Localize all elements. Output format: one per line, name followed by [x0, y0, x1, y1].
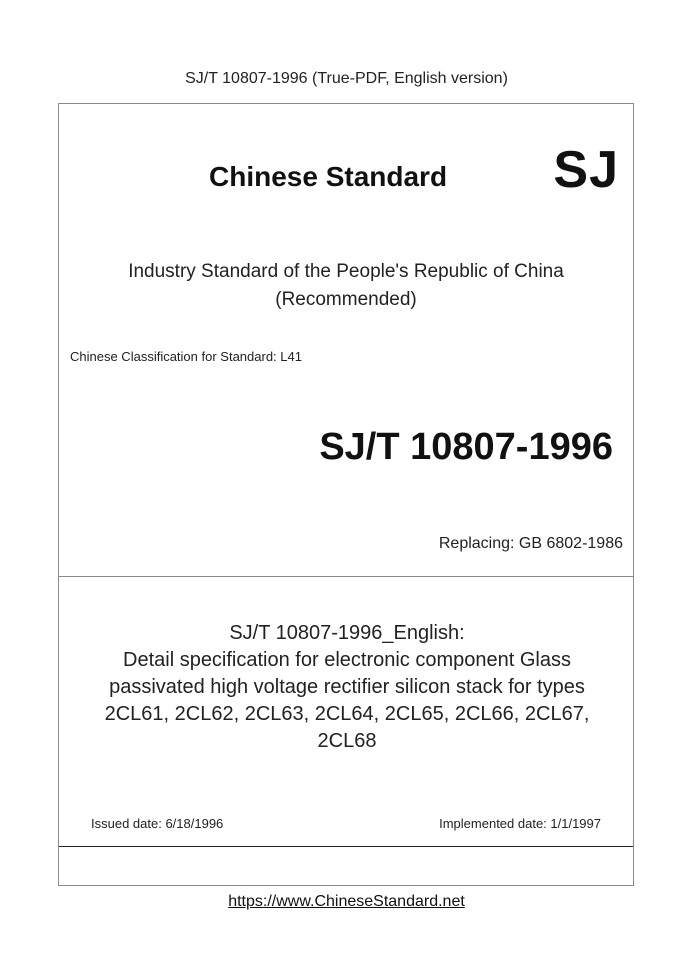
description-line: passivated high voltage rectifier silicon stack for types	[109, 676, 585, 698]
description-line: 2CL61, 2CL62, 2CL63, 2CL64, 2CL65, 2CL66, 2CL67,	[104, 703, 590, 725]
issued-date: Issued date: 6/18/1996	[91, 816, 224, 831]
standard-code: SJ/T 10807-1996	[319, 426, 613, 468]
description-line: SJ/T 10807-1996_English:	[229, 622, 465, 644]
description-line: Detail specification for electronic component Glass	[123, 649, 571, 671]
industry-statement	[59, 258, 633, 314]
replacing-note: Replacing: GB 6802-1986	[438, 535, 623, 552]
bottom-divider	[59, 846, 633, 847]
standard-title: Chinese Standard	[209, 161, 448, 192]
website-link[interactable]: https://www.ChineseStandard.net	[228, 893, 465, 910]
description	[79, 620, 615, 755]
sj-mark: SJ	[553, 141, 619, 199]
document-header: SJ/T 10807-1996 (True-PDF, English version)	[185, 70, 508, 87]
industry-line: Industry Standard of the People's Republic of China	[128, 261, 564, 282]
classification: Chinese Classification for Standard: L41	[70, 349, 302, 364]
cover-frame	[58, 103, 634, 886]
description-line: 2CL68	[317, 730, 377, 752]
section-divider	[59, 576, 633, 577]
recommended-line: (Recommended)	[275, 289, 417, 310]
implemented-date: Implemented date: 1/1/1997	[439, 816, 601, 831]
